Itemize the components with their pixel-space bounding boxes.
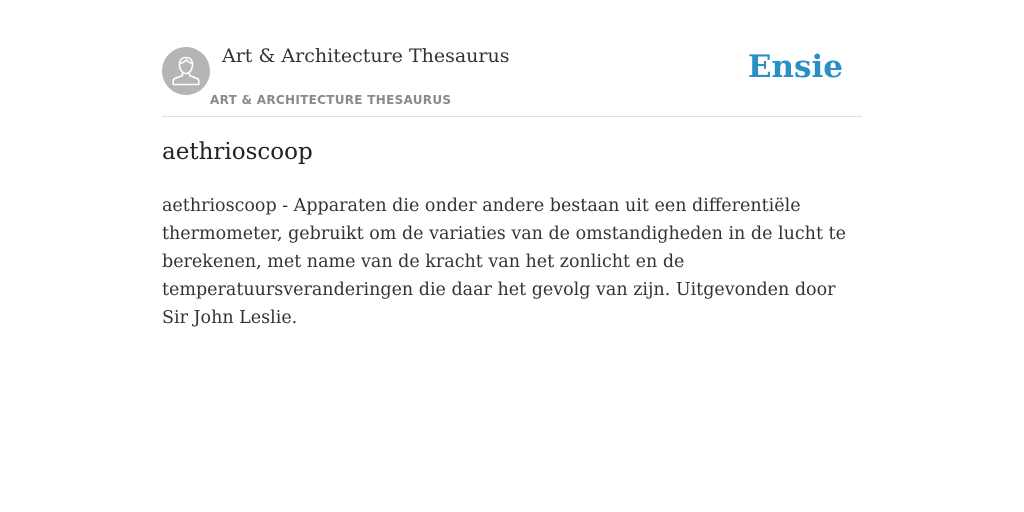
avatar[interactable] — [162, 47, 210, 95]
user-silhouette-icon — [162, 47, 210, 95]
term-title: aethrioscoop — [162, 139, 313, 165]
source-title[interactable]: Art & Architecture Thesaurus — [222, 45, 510, 67]
ensie-logo[interactable]: Ensie — [747, 49, 843, 85]
page-header — [162, 0, 862, 117]
source-subtitle: ART & ARCHITECTURE THESAURUS — [210, 93, 452, 107]
term-definition: aethrioscoop - Apparaten die onder andere bestaan uit een differentiële thermometer, gebruikt om de variaties van de omstandigheden in de lucht te berekenen, met name van de kracht van het zonlicht en de temperatuursveranderingen die daar het gevolg van zijn. Uitgevonden door Sir John Leslie. — [162, 196, 846, 328]
